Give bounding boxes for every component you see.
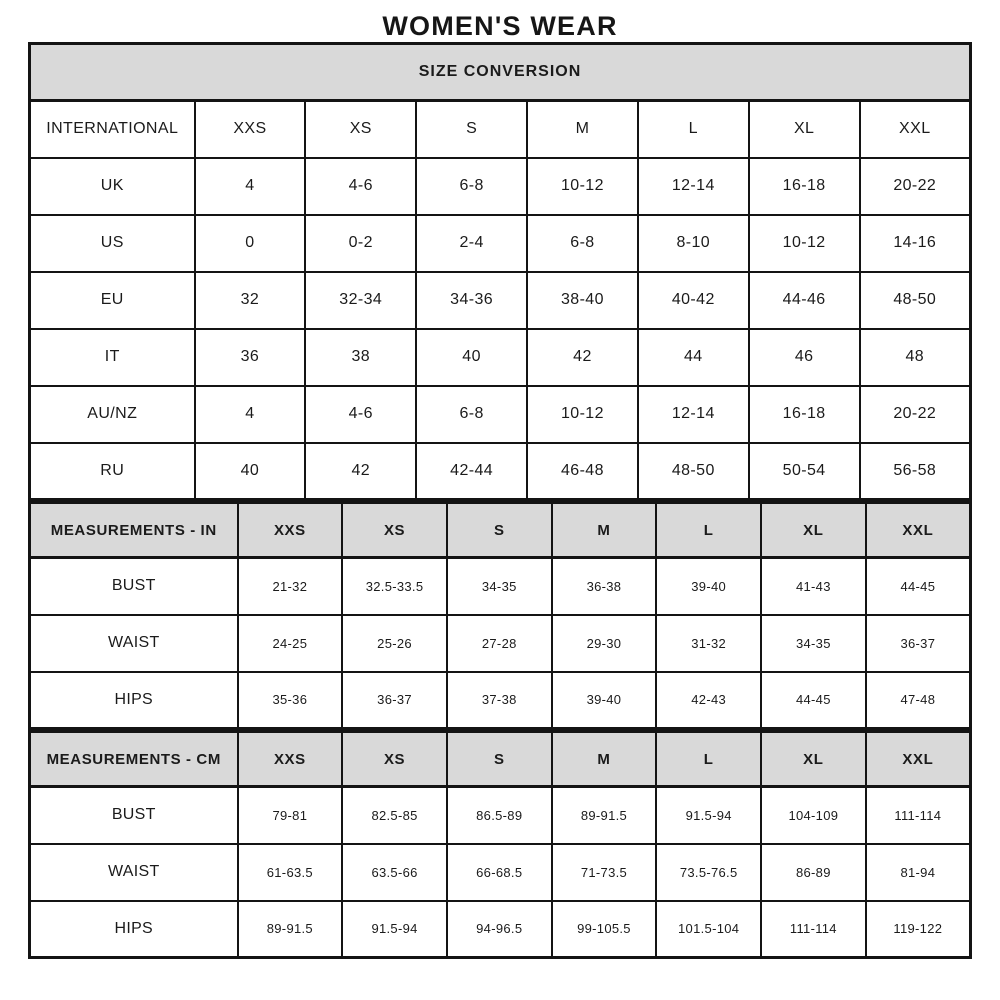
row-label-bust: BUST (30, 787, 238, 844)
table-cell: 38 (305, 329, 416, 386)
table-cell: 81-94 (866, 844, 971, 901)
table-cell: 16-18 (749, 386, 860, 443)
table-cell: 12-14 (638, 158, 749, 215)
table-cell: 46-48 (527, 443, 638, 500)
row-label-it: IT (30, 329, 195, 386)
table-cell: 4 (195, 386, 306, 443)
col-header-xs: XS (305, 101, 416, 158)
col-header-l: L (656, 732, 761, 787)
row-label-eu: EU (30, 272, 195, 329)
table-cell: 101.5-104 (656, 901, 761, 958)
col-header-s: S (447, 503, 552, 558)
table-cell: 42-43 (656, 672, 761, 729)
table-banner-row (30, 44, 971, 101)
col-header-xs: XS (342, 503, 447, 558)
col-header-xxl: XXL (866, 503, 971, 558)
table-cell: 2-4 (416, 215, 527, 272)
table-cell: 6-8 (416, 158, 527, 215)
row-label-waist: WAIST (30, 615, 238, 672)
table-cell: 44 (638, 329, 749, 386)
table-cell: 82.5-85 (342, 787, 447, 844)
size-conversion-table (28, 42, 972, 501)
table-row (30, 386, 971, 443)
table-row (30, 272, 971, 329)
col-header-xxs: XXS (238, 503, 343, 558)
row-label-bust: BUST (30, 558, 238, 615)
table-cell: 35-36 (238, 672, 343, 729)
table-cell: 6-8 (416, 386, 527, 443)
col-header-xxs: XXS (195, 101, 306, 158)
row-label-hips: HIPS (30, 901, 238, 958)
row-label-uk: UK (30, 158, 195, 215)
table-cell: 31-32 (656, 615, 761, 672)
row-label-ru: RU (30, 443, 195, 500)
table-cell: 48 (860, 329, 971, 386)
table-cell: 32 (195, 272, 306, 329)
table-cell: 119-122 (866, 901, 971, 958)
table-cell: 91.5-94 (656, 787, 761, 844)
table-cell: 21-32 (238, 558, 343, 615)
table-banner: SIZE CONVERSION (30, 44, 971, 101)
row-label-us: US (30, 215, 195, 272)
table-cell: 34-35 (447, 558, 552, 615)
col-header-m: M (527, 101, 638, 158)
table-cell: 79-81 (238, 787, 343, 844)
table-cell: 71-73.5 (552, 844, 657, 901)
table-cell: 44-45 (761, 672, 866, 729)
table-cell: 61-63.5 (238, 844, 343, 901)
table-cell: 20-22 (860, 386, 971, 443)
table-cell: 40 (195, 443, 306, 500)
table-cell: 32-34 (305, 272, 416, 329)
table-header-row (30, 101, 971, 158)
table-cell: 44-46 (749, 272, 860, 329)
col-header-m: M (552, 503, 657, 558)
table-cell: 89-91.5 (552, 787, 657, 844)
measurements-cm-table (28, 730, 972, 959)
table-cell: 0 (195, 215, 306, 272)
table-cell: 86-89 (761, 844, 866, 901)
table-cell: 42 (305, 443, 416, 500)
table-cell: 8-10 (638, 215, 749, 272)
table-cell: 10-12 (527, 158, 638, 215)
table-cell: 32.5-33.5 (342, 558, 447, 615)
page-title: WOMEN'S WEAR (382, 11, 618, 41)
table-row (30, 158, 971, 215)
table-cell: 91.5-94 (342, 901, 447, 958)
col-header-xxs: XXS (238, 732, 343, 787)
table-cell: 41-43 (761, 558, 866, 615)
col-header-xxl: XXL (866, 732, 971, 787)
table-cell: 37-38 (447, 672, 552, 729)
table-cell: 4-6 (305, 386, 416, 443)
table-cell: 99-105.5 (552, 901, 657, 958)
table-cell: 94-96.5 (447, 901, 552, 958)
table-cell: 111-114 (866, 787, 971, 844)
table-cell: 12-14 (638, 386, 749, 443)
col-header-l: L (656, 503, 761, 558)
table-cell: 111-114 (761, 901, 866, 958)
table-cell: 36 (195, 329, 306, 386)
col-header-measurements-cm: MEASUREMENTS - CM (30, 732, 238, 787)
table-cell: 66-68.5 (447, 844, 552, 901)
col-header-international: INTERNATIONAL (30, 101, 195, 158)
row-label-aunz: AU/NZ (30, 386, 195, 443)
table-cell: 63.5-66 (342, 844, 447, 901)
table-cell: 73.5-76.5 (656, 844, 761, 901)
table-cell: 14-16 (860, 215, 971, 272)
table-row (30, 215, 971, 272)
table-row (30, 901, 971, 958)
table-cell: 86.5-89 (447, 787, 552, 844)
table-header-row (30, 503, 971, 558)
table-cell: 20-22 (860, 158, 971, 215)
table-cell: 48-50 (638, 443, 749, 500)
table-cell: 0-2 (305, 215, 416, 272)
table-cell: 56-58 (860, 443, 971, 500)
table-cell: 24-25 (238, 615, 343, 672)
table-cell: 39-40 (656, 558, 761, 615)
col-header-xl: XL (749, 101, 860, 158)
table-row (30, 672, 971, 729)
table-cell: 36-37 (866, 615, 971, 672)
table-cell: 42 (527, 329, 638, 386)
table-cell: 4 (195, 158, 306, 215)
table-cell: 39-40 (552, 672, 657, 729)
table-cell: 10-12 (527, 386, 638, 443)
table-row (30, 844, 971, 901)
table-row (30, 787, 971, 844)
table-cell: 104-109 (761, 787, 866, 844)
col-header-l: L (638, 101, 749, 158)
col-header-xxl: XXL (860, 101, 971, 158)
col-header-xl: XL (761, 503, 866, 558)
table-cell: 40-42 (638, 272, 749, 329)
row-label-hips: HIPS (30, 672, 238, 729)
table-cell: 6-8 (527, 215, 638, 272)
table-cell: 25-26 (342, 615, 447, 672)
table-cell: 34-35 (761, 615, 866, 672)
table-row (30, 443, 971, 500)
col-header-xs: XS (342, 732, 447, 787)
col-header-s: S (416, 101, 527, 158)
table-cell: 36-37 (342, 672, 447, 729)
col-header-s: S (447, 732, 552, 787)
measurements-in-table (28, 501, 972, 730)
row-label-waist: WAIST (30, 844, 238, 901)
col-header-m: M (552, 732, 657, 787)
table-cell: 36-38 (552, 558, 657, 615)
table-cell: 46 (749, 329, 860, 386)
table-cell: 44-45 (866, 558, 971, 615)
table-cell: 38-40 (527, 272, 638, 329)
table-cell: 40 (416, 329, 527, 386)
table-row (30, 329, 971, 386)
table-cell: 89-91.5 (238, 901, 343, 958)
table-cell: 4-6 (305, 158, 416, 215)
col-header-xl: XL (761, 732, 866, 787)
table-cell: 29-30 (552, 615, 657, 672)
table-cell: 42-44 (416, 443, 527, 500)
table-cell: 47-48 (866, 672, 971, 729)
col-header-measurements-in: MEASUREMENTS - IN (30, 503, 238, 558)
table-cell: 34-36 (416, 272, 527, 329)
table-cell: 16-18 (749, 158, 860, 215)
table-cell: 10-12 (749, 215, 860, 272)
table-cell: 48-50 (860, 272, 971, 329)
table-header-row (30, 732, 971, 787)
table-row (30, 615, 971, 672)
table-row (30, 558, 971, 615)
table-cell: 27-28 (447, 615, 552, 672)
table-cell: 50-54 (749, 443, 860, 500)
